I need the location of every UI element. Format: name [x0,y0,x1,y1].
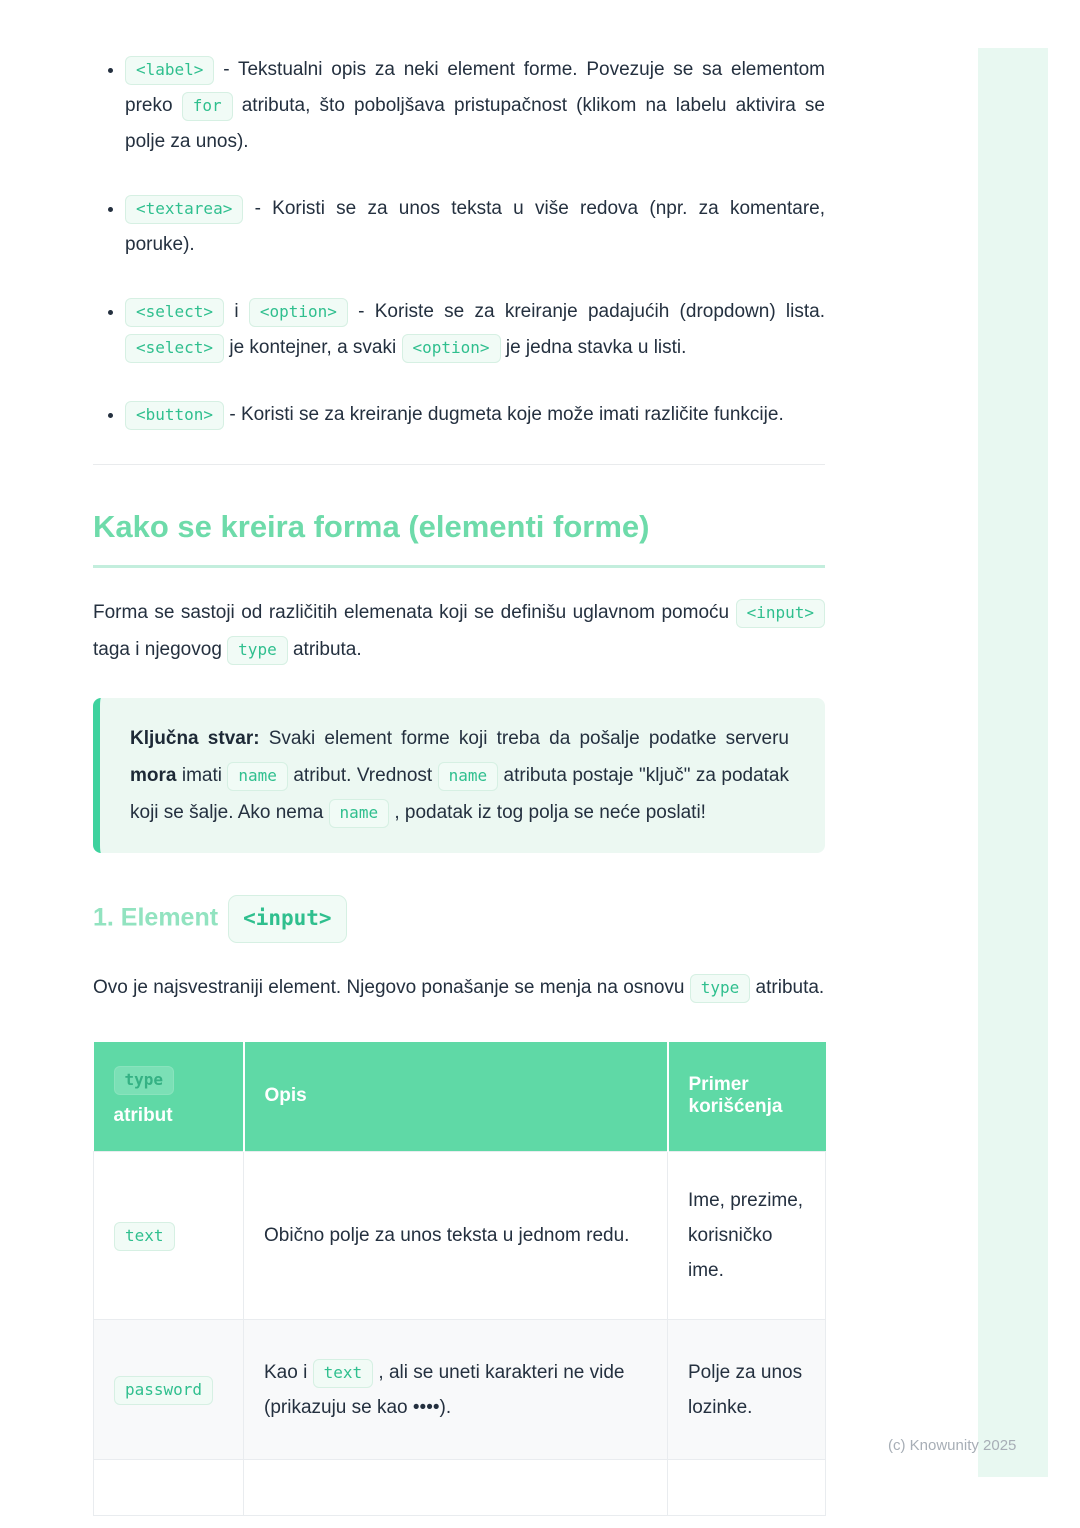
section-heading [93,895,825,943]
bullet-item: • <textarea> - Koristi se za unos teksta u više redova (npr. za komentare, poruke). [125,191,825,263]
section-heading-text: 1. Element [93,903,219,932]
type-chip: type [114,1066,175,1095]
code-chip: name [227,762,288,791]
code-chip: <option> [249,298,348,327]
document-content [93,0,825,1516]
code-chip: for [182,92,233,121]
code-chip: password [114,1376,213,1405]
bold-text: Ključna stvar: [130,728,260,749]
cell-type-value [94,1320,244,1460]
code-chip: <label> [125,56,214,85]
section-divider [93,464,825,465]
page-edge-highlight [978,48,1048,1477]
code-chip: type [690,974,751,1003]
input-types-table [93,1042,826,1517]
bullet-item: • <button> - Koristi se za kreiranje dugmeta koje može imati različite funkcije. [125,397,825,433]
code-chip: type [227,636,288,665]
bullet-item: • <label> - Tekstualni opis za neki element forme. Povezuje se sa elementom preko for atributa, što poboljšava pristupačnost (klikom na labelu aktivira se polje za unos). [125,52,825,160]
code-chip: <input> [736,599,825,628]
code-chip: <select> [125,334,224,363]
key-point-callout: Ključna stvar: Svaki element forme koji treba da pošalje podatke serveru mora imati name atribut. Vrednost name atributa postaje "ključ" za podatak koji se šalje. Ako nema name , podatak iz tog polja se neće poslati! [93,698,825,853]
section-paragraph: Ovo je najsvestraniji element. Njegovo ponašanje se menja na osnovu type atributa. [93,969,825,1006]
code-chip: <textarea> [125,195,243,224]
header-cell-description: Opis [244,1042,668,1152]
code-chip: <button> [125,401,224,430]
bullet-item: • <select> i <option> - Koriste se za kreiranje padajućih (dropdown) lista. <select> je kontejner, a svaki <option> je jedna stavka u listi. [125,294,825,366]
header-cell-type-attribute [94,1042,244,1152]
code-chip: <select> [125,298,224,327]
cell-description: Kao i text , ali se uneti karakteri ne vide (prikazuju se kao ••••). [244,1320,668,1460]
code-chip: text [313,1359,374,1388]
header-label-atribut: atribut [113,1104,173,1126]
table-row [94,1152,826,1320]
cell-example: Polje za unos lozinke. [668,1320,826,1460]
bold-text: mora [130,765,177,786]
input-tag-chip: <input> [228,895,347,943]
code-chip: text [114,1222,175,1251]
cell-example: Ime, prezime, korisničko ime. [668,1152,826,1320]
cell-description: Obično polje za unos teksta u jednom redu. [244,1152,668,1320]
cell-type-value [94,1460,244,1516]
bullet-list [93,0,825,433]
page-title: Kako se kreira forma (elementi forme) [93,509,825,568]
cell-description [244,1460,668,1516]
code-chip: name [438,762,499,791]
code-chip: name [329,799,390,828]
header-cell-example: Primer korišćenja [668,1042,826,1152]
code-chip: <option> [402,334,501,363]
table-row [94,1320,826,1460]
table-header-row [94,1042,826,1152]
watermark: (c) Knowunity 2025 [888,1437,1017,1454]
cell-example [668,1460,826,1516]
table-row [94,1460,826,1516]
table-body [94,1152,826,1516]
intro-paragraph: Forma se sastoji od različitih elemenata koji se definišu uglavnom pomoću <input> taga i njegovog type atributa. [93,594,825,668]
cell-type-value [94,1152,244,1320]
